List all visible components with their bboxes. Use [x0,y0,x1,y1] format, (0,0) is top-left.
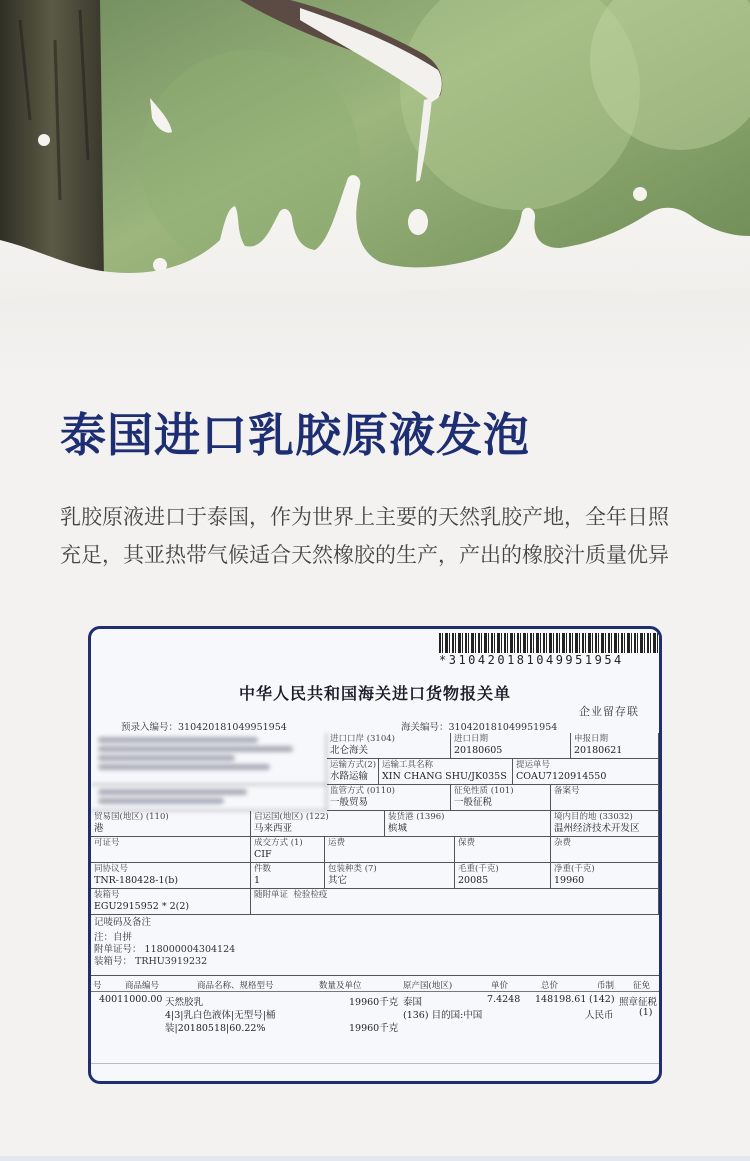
goods-spec: 4|3|乳白色液体|无型号|桶 [165,1010,276,1021]
goods-header-unit-price: 单价 [491,981,509,991]
goods-origin-code: (136) 目的国:中国 [403,1010,483,1021]
container-cell: 装箱号 EGU2915952 * 2(2) [91,889,251,915]
notes-line: 装箱号： TRHU3919232 [94,956,208,967]
document-title: 中华人民共和国海关进口货物报关单 [238,684,511,703]
destination-cell: 境内目的地 (33032) 温州经济技术开发区 [551,811,659,837]
attached-docs-cell: 随附单证 检验检疫 [251,889,659,915]
contract-cell: 同协议号 TNR-180428-1(b) [91,863,251,889]
goods-header-total: 总价 [541,981,559,991]
net-weight-cell: 净重(千克) 19960 [551,863,659,889]
copy-label: 企业留存联 [579,705,639,718]
barcode-number: *310420181049951954 [439,653,624,667]
goods-origin: 泰国 [403,997,423,1008]
goods-header-name: 商品名称、规格型号 [197,981,274,991]
goods-qty: 19960千克 [349,1023,399,1034]
transport-cell: 运输方式(2) 水路运输 [327,759,379,785]
port-cell: 进口口岸 (3104) 北仑海关 [327,733,451,759]
misc-fee-cell: 杂费 [551,837,659,863]
declaration-table [91,733,659,1081]
goods-unit-price: 7.4248 [487,994,521,1005]
terms-cell: 成交方式 (1) CIF [251,837,325,863]
description-line: 充足，其亚热带气候适合天然橡胶的生产，产出的橡胶汁质量优异 [60,543,669,567]
goods-header-qty: 数量及单位 [319,981,362,991]
goods-exemption: 照章征税 [619,997,658,1008]
record-number-cell: 备案号 [551,785,659,811]
barcode-icon [439,633,659,653]
package-cell: 包装种类 (7) 其它 [325,863,455,889]
latex-tree-splash-photo [0,0,750,380]
tax-nature-cell: 征免性质 (101) 一般征税 [451,785,551,811]
goods-exemption-code: (1) [639,1007,653,1018]
page-title: 泰国进口乳胶原液发泡 [60,408,530,462]
freight-cell: 运费 [325,837,455,863]
loading-port-cell: 装货港 (1396) 槟城 [385,811,551,837]
insurance-cell: 保费 [455,837,551,863]
bottom-divider [0,1156,750,1161]
license-cell: 可证号 [91,837,251,863]
customs-declaration-image [88,626,662,1084]
goods-header-currency: 币制 [597,981,615,991]
goods-currency-code: (142) [589,994,615,1005]
pieces-cell: 件数 1 [251,863,325,889]
bill-of-lading-cell: 提运单号 COAU7120914550 [513,759,659,785]
redacted-consignee [91,785,327,811]
goods-total: 148198.61 [535,994,587,1005]
supervision-cell: 监管方式 (0110) 一般贸易 [327,785,451,811]
notes [91,917,662,968]
customs-declaration [91,629,659,1081]
goods-header-code: 商品编号 [125,981,160,991]
goods-name: 天然胶乳 [165,997,204,1008]
goods-header-exemption: 征免 [633,981,651,991]
description-line: 乳胶原液进口于泰国，作为世界上主要的天然乳胶产地，全年日照 [60,505,669,529]
notes-line: 注：自拼 [94,932,133,943]
declare-date-cell: 申报日期 20180621 [571,733,659,759]
notes-line: 附单证号： 118000004304124 [94,944,236,955]
trade-country-cell: 贸易国(地区) (110) 港 [91,811,251,837]
origin-country-cell: 启运国(地区) (122) 马来西亚 [251,811,385,837]
goods-currency: 人民币 [585,1010,614,1021]
import-date-cell: 进口日期 20180605 [451,733,571,759]
notes-label: 记唛码及备注 [94,917,152,928]
hero-image [0,0,750,380]
goods-code: 40011000.00 [99,994,163,1005]
gross-weight-cell: 毛重(千克) 20085 [455,863,551,889]
pre-entry-number: 预录入编号：310420181049951954 [121,722,287,733]
goods-header-no: 号 [93,981,102,991]
customs-number: 海关编号：310420181049951954 [401,722,558,733]
goods-header-origin: 原产国(地区) [403,981,453,991]
redacted-company [91,733,327,785]
description [60,498,700,574]
goods-spec: 装|20180518|60.22% [165,1023,266,1034]
goods-qty: 19960千克 [349,997,399,1008]
vessel-cell: 运输工具名称 XIN CHANG SHU/JK035S [379,759,513,785]
